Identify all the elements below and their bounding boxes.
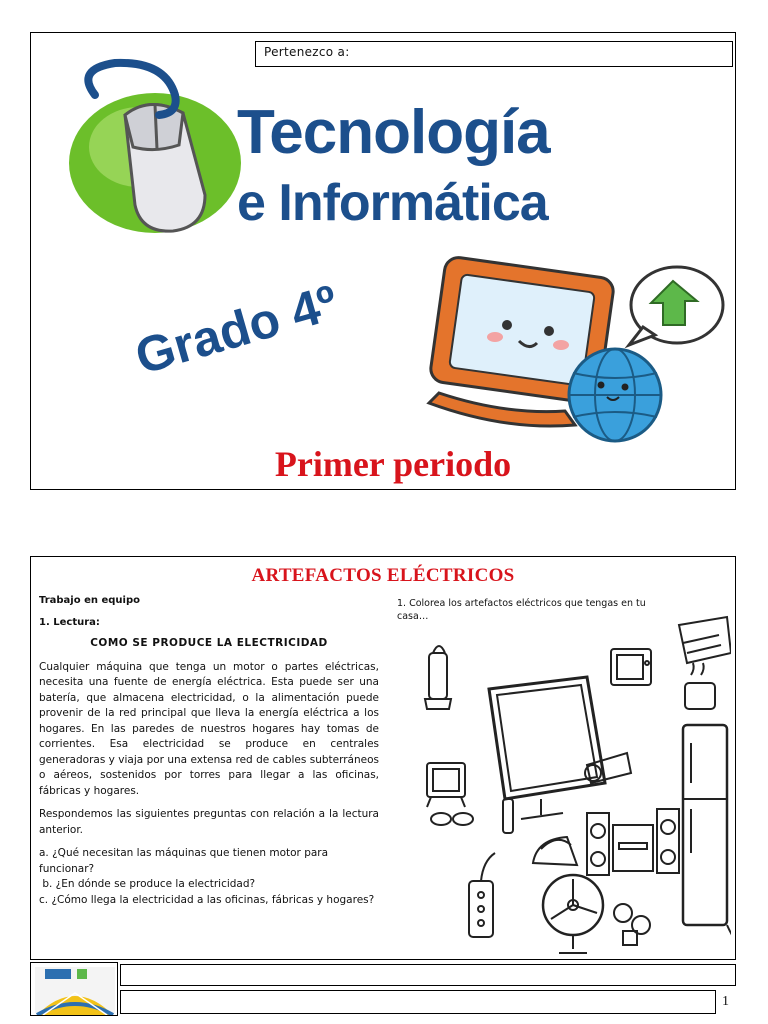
title-line-1: Tecnología bbox=[237, 98, 550, 167]
owner-label: Pertenezco a: bbox=[264, 45, 350, 59]
lesson-title: ARTEFACTOS ELÉCTRICOS bbox=[251, 565, 515, 586]
footer-line-2 bbox=[120, 990, 716, 1014]
mouse-logo-icon bbox=[55, 55, 265, 235]
period-label: Primer periodo bbox=[274, 444, 512, 484]
reading-text: Cualquier máquina que tenga un motor o partes eléctricas, necesita una fuente de energía eléctrica. Esta puede ser una batería, que almacena electricidad, o la alimentación puede provenir de la red principal que lleva la energía eléctrica a los hogares. En las paredes de nuestros hogares hay tomas de corrientes. Esa electricidad se produce en centrales generadoras y viaja por una extensa red de cables subterráneos o aéreos, sostenidos por torres para llegar a las oficinas, fábricas y hogares. bbox=[39, 660, 379, 797]
reading-title: COMO SE PRODUCE LA ELECTRICIDAD bbox=[90, 637, 328, 649]
reading-column bbox=[39, 593, 379, 908]
appliances-illustration bbox=[391, 613, 731, 957]
grade-label: Grado 4º bbox=[129, 273, 344, 385]
title-line-2: e Informática bbox=[237, 174, 548, 232]
page-number: 1 bbox=[722, 994, 729, 1009]
activity-instruction: 1. Colorea los artefactos eléctricos que tengas en tu casa… bbox=[397, 598, 646, 622]
question-a: a. ¿Qué necesitan las máquinas que tienen motor para funcionar? bbox=[39, 847, 329, 875]
questions-intro: Respondemos las siguientes preguntas con relación a la lectura anterior. bbox=[39, 808, 379, 836]
footer-line-1 bbox=[120, 964, 736, 986]
reading-label: 1. Lectura: bbox=[39, 616, 100, 628]
question-c: c. ¿Cómo llega la electricidad a las oficinas, fábricas y hogares? bbox=[39, 893, 375, 906]
school-crest-box bbox=[30, 962, 118, 1016]
cartoon-computer-icon bbox=[415, 245, 725, 445]
question-b: b. ¿En dónde se produce la electricidad? bbox=[39, 878, 256, 890]
owner-field[interactable] bbox=[255, 41, 733, 67]
teamwork-label: Trabajo en equipo bbox=[39, 595, 140, 606]
lesson-panel bbox=[30, 556, 736, 960]
cover-panel bbox=[30, 32, 736, 490]
school-crest-icon bbox=[31, 963, 118, 1016]
